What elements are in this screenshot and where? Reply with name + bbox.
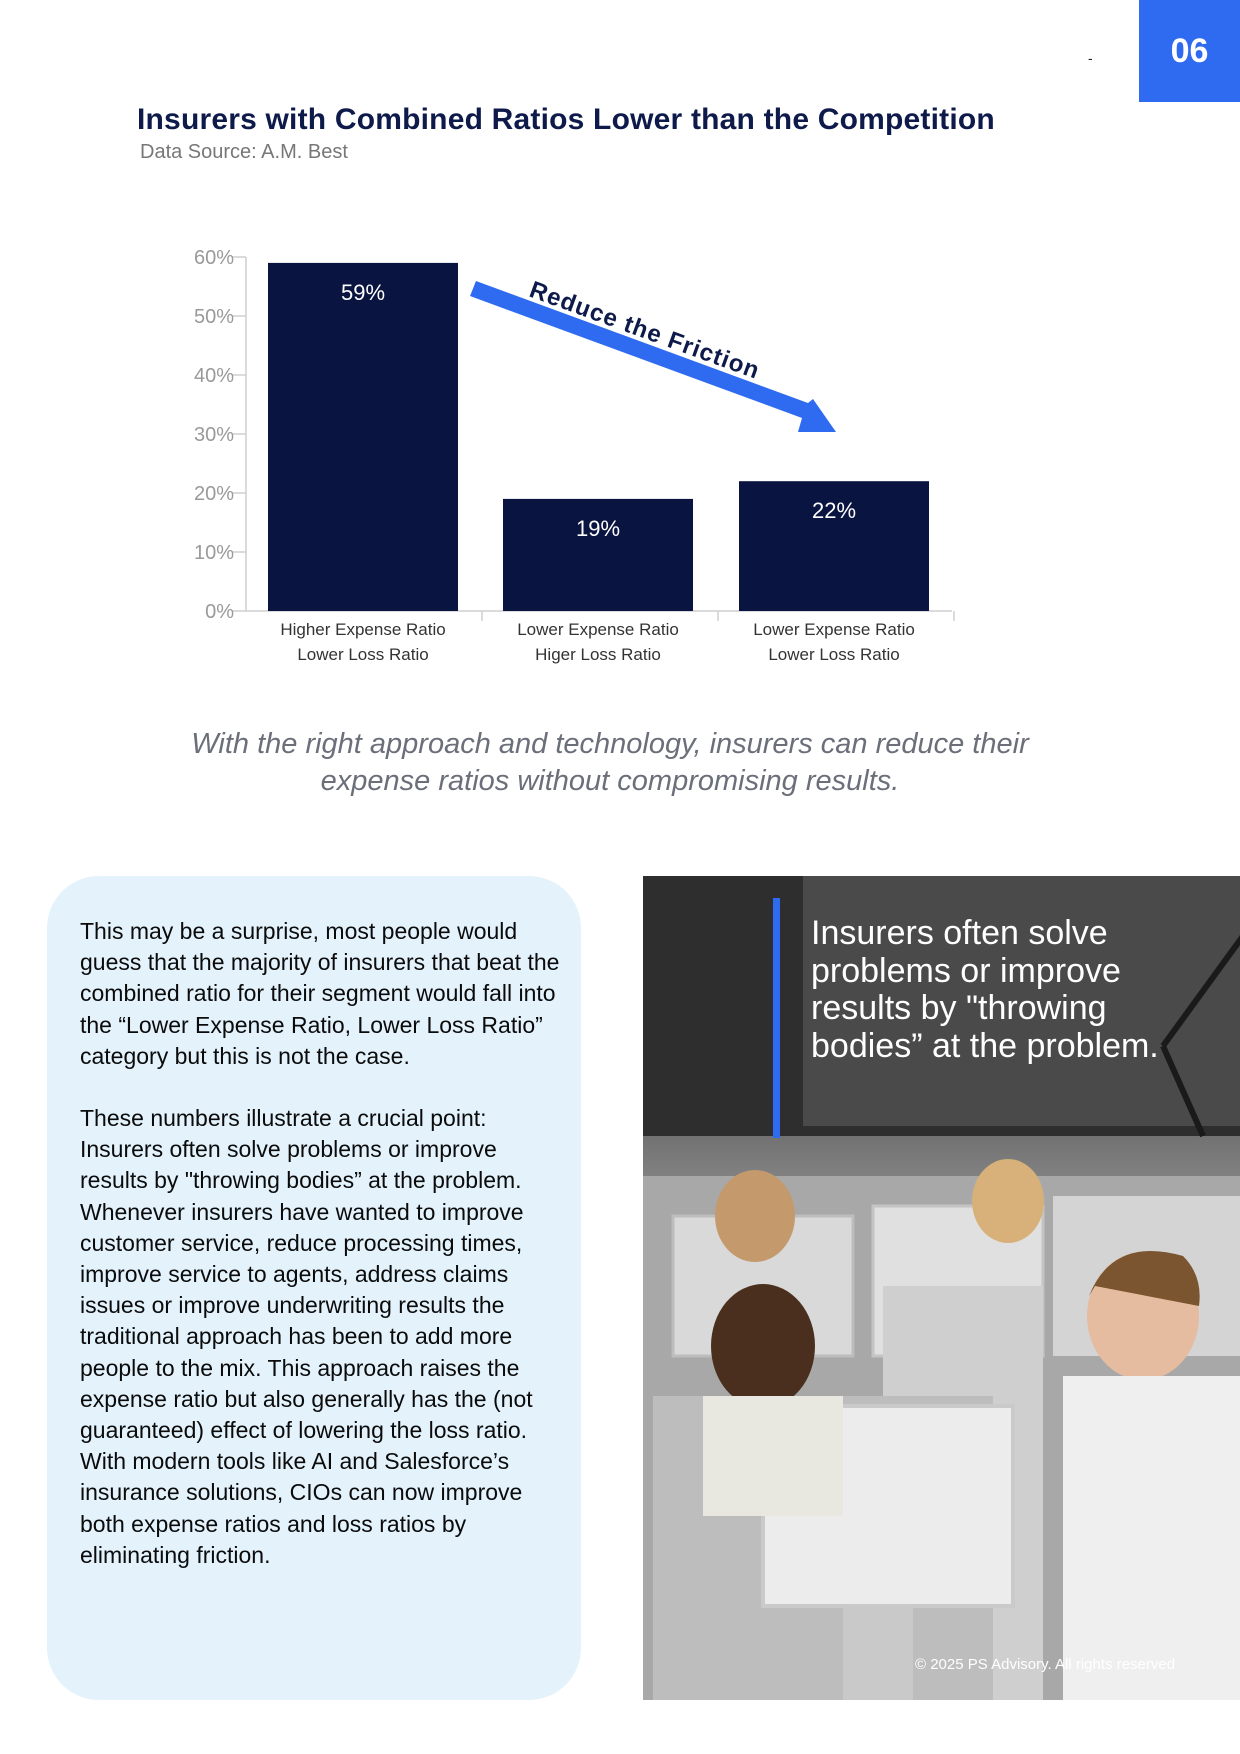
pull-quote-line1: With the right approach and technology, insurers can reduce their bbox=[191, 728, 1029, 760]
category-label: Lower Loss Ratio bbox=[297, 645, 429, 664]
header-dash: - bbox=[1088, 50, 1093, 66]
y-tick-label: 50% bbox=[193, 306, 234, 328]
y-tick-label: 20% bbox=[193, 483, 234, 505]
category-label: Lower Loss Ratio bbox=[768, 645, 900, 664]
y-tick-label: 40% bbox=[193, 365, 234, 387]
chart-source: Data Source: A.M. Best bbox=[140, 141, 348, 163]
category-label: Lower Expense Ratio bbox=[517, 620, 679, 639]
photo-quote: Insurers often solve problems or improve results by "throwing bodies” at the problem. bbox=[811, 914, 1159, 1065]
y-tick-label: 10% bbox=[193, 542, 234, 564]
arrow-icon bbox=[470, 281, 836, 432]
y-tick-label: 0% bbox=[205, 601, 234, 623]
y-tick-label: 60% bbox=[193, 247, 234, 269]
friction-annotation: Reduce the Friction bbox=[525, 276, 764, 385]
category-label: Higher Expense Ratio bbox=[280, 620, 446, 639]
bar-value-label: 22% bbox=[811, 498, 857, 524]
y-tick-label: 30% bbox=[193, 424, 234, 446]
panel-paragraph-1: This may be a surprise, most people would guess that the majority of insurers that beat the combined ratio for their segment would fall into the “Lower Expense Ratio, Lower Loss Ratio” category but this is not the case. bbox=[80, 918, 560, 1069]
pull-quote bbox=[110, 726, 1110, 800]
bar-value-label: 59% bbox=[340, 279, 386, 305]
bar-value-label: 19% bbox=[575, 515, 621, 541]
category-labels bbox=[280, 611, 954, 664]
bar-chart bbox=[0, 0, 1240, 700]
page-number-badge: 06 bbox=[1139, 0, 1240, 102]
pull-quote-line2: expense ratios without compromising results. bbox=[320, 765, 900, 797]
friction-arrow bbox=[470, 276, 836, 432]
panel-body bbox=[80, 916, 560, 1571]
quote-accent-bar bbox=[773, 898, 780, 1138]
y-ticks bbox=[194, 247, 246, 623]
panel-paragraph-2: These numbers illustrate a crucial point: Insurers often solve problems or improve results by "throwing bodies” at the problem. Whenever insurers have wanted to improve customer service, reduce processing times, improve service to agents, address claims issues or improve underwriting results the traditional approach has been to add more people to the mix. This approach raises the expense ratio but also generally has the (not guaranteed) effect of lowering the loss ratio. With modern tools like AI and Salesforce’s insurance solutions, CIOs can now improve both expense ratios and loss ratios by eliminating friction. bbox=[80, 1105, 533, 1568]
category-label: Higer Loss Ratio bbox=[535, 645, 661, 664]
category-label: Lower Expense Ratio bbox=[753, 620, 915, 639]
bar bbox=[268, 263, 458, 611]
chart-title: Insurers with Combined Ratios Lower than the Competition bbox=[137, 103, 995, 136]
copyright: © 2025 PS Advisory. All rights reserved bbox=[915, 1656, 1176, 1673]
